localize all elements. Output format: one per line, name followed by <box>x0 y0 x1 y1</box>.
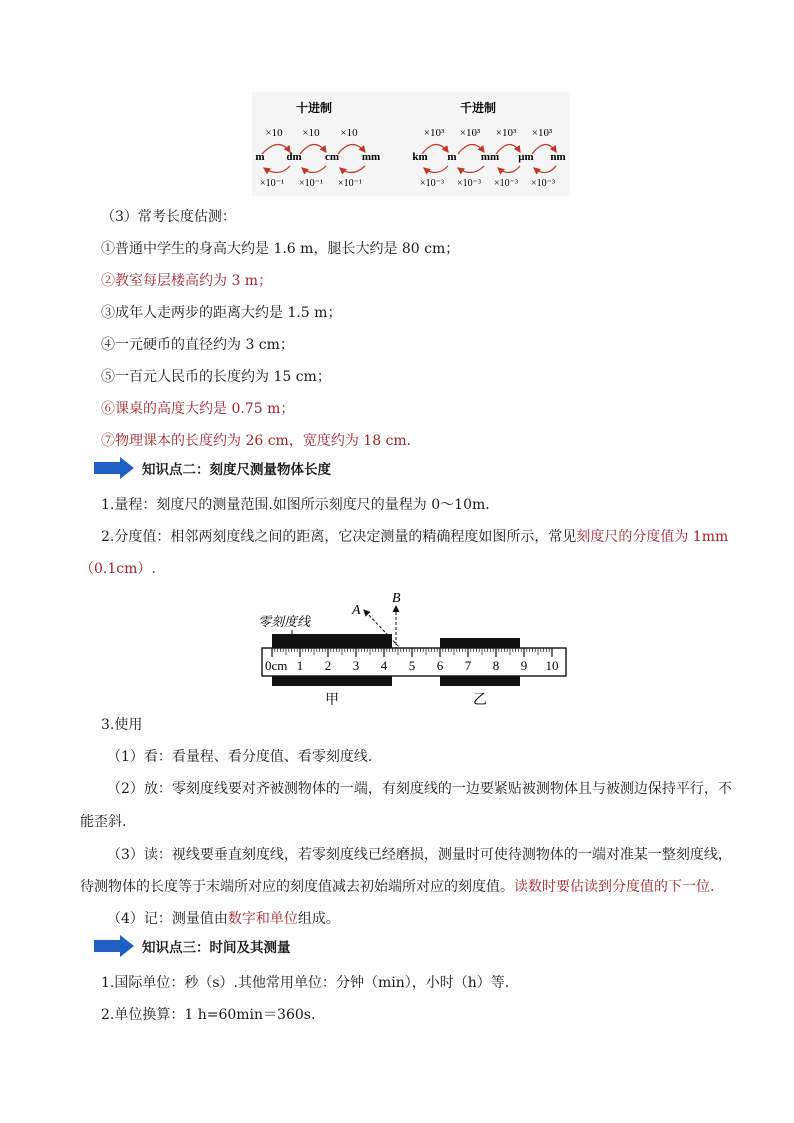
use-item-3b <box>80 877 714 897</box>
ruler-number-1: 1 <box>296 658 304 673</box>
decimal-unit-m: m <box>255 151 265 163</box>
use-item-1: （1）看：看量程、看分度值、看零刻度线. <box>107 749 373 765</box>
ruler-figure <box>256 588 574 710</box>
thousand-down-3: ×10⁻³ <box>494 178 518 189</box>
section2-heading <box>94 457 331 479</box>
use-item-2a: （2）放：零刻度线要对齐被测物体的一端，有刻度线的一边要紧贴被测物体且与被测边保持平行，不 <box>107 781 732 797</box>
ruler-number-7: 7 <box>464 658 472 673</box>
thousand-down-4: ×10⁻³ <box>531 178 555 189</box>
label-yi: 乙 <box>473 692 487 708</box>
estimates-heading: （3）常考长度估测： <box>101 209 236 225</box>
use-item-4-red: 数字和单位 <box>227 911 298 927</box>
thousand-up-1: ×10³ <box>423 127 445 139</box>
thousand-title: 千进制 <box>459 101 497 115</box>
estimate-item-6: ⑥课桌的高度大约是 0.75 m； <box>101 401 295 417</box>
use-item-3b-plain: 待测物体的长度等于末端所对应的刻度值减去初始端所对应的刻度值。 <box>80 879 514 895</box>
estimate-item-4: ④一元硬币的直径约为 3 cm； <box>101 337 294 353</box>
thousand-down-1: ×10⁻³ <box>420 178 444 189</box>
label-b: B <box>392 591 401 606</box>
decimal-unit-mm: mm <box>361 151 381 163</box>
estimate-item-3: ③成年人走两步的距离大约是 1.5 m； <box>101 305 342 321</box>
decimal-up-labels <box>265 127 358 139</box>
unit-conversion-diagram <box>252 92 570 196</box>
range-text: 1.量程：刻度尺的测量范围.如图所示刻度尺的量程为 0～10m. <box>101 497 490 513</box>
ruler-number-5: 5 <box>408 658 416 673</box>
decimal-up-3: ×10 <box>340 127 358 139</box>
estimate-item-1: ①普通中学生的身高大约是 1.6 m，腿长大约是 80 cm； <box>101 241 460 257</box>
use-item-4-a: （4）记：测量值由 <box>107 911 228 927</box>
division-text-b: 刻度尺的分度值为 1mm <box>576 529 729 545</box>
section2-title: 知识点二：刻度尺测量物体长度 <box>142 462 331 478</box>
ruler-number-10: 10 <box>545 658 559 673</box>
decimal-unit-dm: dm <box>286 151 302 163</box>
time-unit-text: 1.国际单位：秒（s）.其他常用单位：分钟（min），小时（h）等. <box>101 975 510 991</box>
use-item-3a: （3）读：视线要垂直刻度线，若零刻度线已经磨损，测量时可使待测物体的一端对准某一整刻度线， <box>107 847 732 863</box>
label-jia: 甲 <box>325 692 339 708</box>
use-title: 3.使用 <box>101 717 143 733</box>
use-item-2b: 能歪斜. <box>80 814 127 830</box>
decimal-title: 十进制 <box>295 101 333 115</box>
zero-line-label: 零刻度线 <box>258 615 311 630</box>
ruler-number-9: 9 <box>520 658 528 673</box>
section3-heading <box>94 935 291 957</box>
ruler-number-6: 6 <box>436 658 444 673</box>
right-arrow-icon <box>94 457 134 479</box>
section3-title: 知识点三：时间及其测量 <box>142 940 291 956</box>
division-text-c-span: （0.1cm）. <box>80 561 156 577</box>
time-convert-text: 2.单位换算：1 h=60min＝360s. <box>101 1007 316 1023</box>
object-yi-top <box>440 638 520 648</box>
division-text-a: 2.分度值：相邻两刻度线之间的距离，它决定测量的精确程度如图所示，常见 <box>101 529 577 545</box>
thousand-up-3: ×10³ <box>495 127 517 139</box>
object-jia-bottom <box>272 676 392 686</box>
thousand-up-2: ×10³ <box>459 127 481 139</box>
decimal-down-1: ×10⁻¹ <box>260 178 284 189</box>
decimal-up-2: ×10 <box>302 127 320 139</box>
thousand-down-2: ×10⁻³ <box>457 178 481 189</box>
thousand-unit-m: m <box>447 151 457 163</box>
thousand-unit-mm: mm <box>480 151 500 163</box>
estimate-item-2: ②教室每层楼高约为 3 m； <box>101 273 273 289</box>
use-item-4 <box>107 909 340 929</box>
right-arrow-icon <box>94 935 134 957</box>
ruler-number-2: 2 <box>324 658 332 673</box>
thousand-up-4: ×10³ <box>531 127 553 139</box>
object-yi-bottom <box>440 676 520 686</box>
ruler-number-4: 4 <box>380 658 388 673</box>
decimal-down-3: ×10⁻¹ <box>338 178 362 189</box>
decimal-up-1: ×10 <box>265 127 283 139</box>
use-item-3b-red: 读数时要估读到分度值的下一位. <box>514 879 715 895</box>
thousand-unit-nm: nm <box>550 151 566 163</box>
thousand-unit-km: km <box>412 151 428 163</box>
ruler-number-3: 3 <box>352 658 360 673</box>
estimate-item-7: ⑦物理课本的长度约为 26 cm，宽度约为 18 cm. <box>101 433 412 449</box>
decimal-down-2: ×10⁻¹ <box>299 178 323 189</box>
label-a: A <box>352 603 361 618</box>
ruler-number-8: 8 <box>492 658 500 673</box>
estimate-item-5: ⑤一百元人民币的长度约为 15 cm； <box>101 369 331 385</box>
object-jia-top <box>272 634 392 648</box>
division-text <box>101 527 728 547</box>
use-item-4-b: 组成。 <box>297 911 340 927</box>
division-text-c <box>80 559 156 579</box>
decimal-unit-cm: cm <box>324 151 340 163</box>
thousand-unit-um: μm <box>518 151 534 163</box>
ruler-unit-label: 0cm <box>265 658 288 673</box>
